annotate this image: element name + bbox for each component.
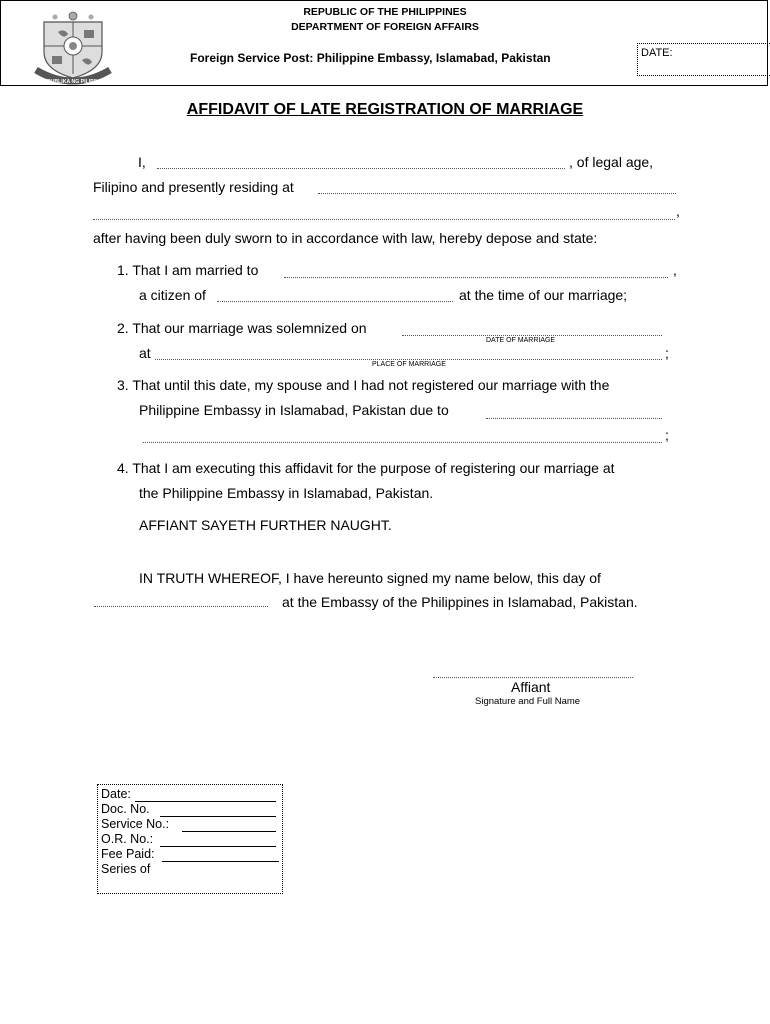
item1-time-of-marriage: at the time of our marriage; xyxy=(459,287,628,303)
fee-doc-no-field[interactable] xyxy=(160,816,276,817)
item3-semicolon: ; xyxy=(665,427,669,443)
reason-field-1[interactable] xyxy=(486,418,662,419)
spouse-name-field[interactable] xyxy=(284,277,668,278)
day-of-field[interactable] xyxy=(94,606,268,607)
intro-sworn: after having been duly sworn to in accordance with law, hereby depose and state: xyxy=(93,230,598,246)
fee-doc-no-label: Doc. No. xyxy=(101,802,150,816)
header-republic: REPUBLIC OF THE PHILIPPINES xyxy=(303,6,467,18)
affiant-label: Affiant xyxy=(511,679,551,695)
item3-not-registered: 3. That until this date, my spouse and I had not registered our marriage with the xyxy=(117,377,610,393)
svg-text:REPUBLIKA NG PILIPINAS: REPUBLIKA NG PILIPINAS xyxy=(39,79,107,85)
date-label: DATE: xyxy=(641,47,673,59)
item3-due-to: Philippine Embassy in Islamabad, Pakistan due to xyxy=(139,402,449,418)
date-of-marriage-caption: DATE OF MARRIAGE xyxy=(486,337,556,344)
affiant-sayeth-naught: AFFIANT SAYETH FURTHER NAUGHT. xyxy=(139,517,392,533)
item4-embassy: the Philippine Embassy in Islamabad, Pakistan. xyxy=(139,485,434,501)
fee-paid-label: Fee Paid: xyxy=(101,847,155,861)
embassy-statement: at the Embassy of the Philippines in Islamabad, Pakistan. xyxy=(282,594,638,610)
fee-or-no-label: O.R. No.: xyxy=(101,832,154,846)
fee-date-label: Date: xyxy=(101,787,131,801)
document-title: AFFIDAVIT OF LATE REGISTRATION OF MARRIAGE xyxy=(186,101,584,118)
signature-caption: Signature and Full Name xyxy=(475,696,581,707)
reason-field-2[interactable] xyxy=(143,442,662,443)
item2-solemnized-on: 2. That our marriage was solemnized on xyxy=(117,320,367,336)
place-of-marriage-field[interactable] xyxy=(155,359,662,360)
fee-service-no-label: Service No.: xyxy=(101,817,170,831)
fee-service-no-field[interactable] xyxy=(182,831,276,832)
fee-or-no-field[interactable] xyxy=(160,846,276,847)
spouse-citizenship-field[interactable] xyxy=(217,301,453,302)
item1-married-to: 1. That I am married to xyxy=(117,262,259,278)
residence-field-1[interactable] xyxy=(318,193,676,194)
philippine-seal-logo xyxy=(34,8,112,86)
item1-citizen-of: a citizen of xyxy=(139,287,206,303)
fee-paid-field[interactable] xyxy=(162,861,279,862)
date-field[interactable] xyxy=(637,43,770,76)
affiant-signature-field[interactable] xyxy=(433,677,633,678)
place-of-marriage-caption: PLACE OF MARRIAGE xyxy=(372,361,446,368)
residence-field-2[interactable] xyxy=(93,219,675,220)
fees-box xyxy=(97,784,283,894)
fee-date-field[interactable] xyxy=(135,801,276,802)
affiant-name-field[interactable] xyxy=(157,168,565,169)
intro-of-legal-age: , of legal age, xyxy=(569,154,654,170)
date-of-marriage-field[interactable] xyxy=(402,335,662,336)
item4-purpose: 4. That I am executing this affidavit for the purpose of registering our marriage at xyxy=(117,460,615,476)
fee-series-of-label: Series of xyxy=(101,862,151,876)
header-foreign-service-post: Foreign Service Post: Philippine Embassy, Islamabad, Pakistan xyxy=(190,51,551,65)
header-department: DEPARTMENT OF FOREIGN AFFAIRS xyxy=(291,21,479,33)
intro-residing: Filipino and presently residing at xyxy=(93,179,294,195)
item2-at: at xyxy=(139,345,151,361)
truth-whereof: IN TRUTH WHEREOF, I have hereunto signed my name below, this day of xyxy=(139,570,601,586)
item1-comma: , xyxy=(673,262,677,278)
intro-i: I, xyxy=(138,154,146,170)
intro-comma: , xyxy=(676,203,680,219)
item2-semicolon: ; xyxy=(665,345,669,361)
